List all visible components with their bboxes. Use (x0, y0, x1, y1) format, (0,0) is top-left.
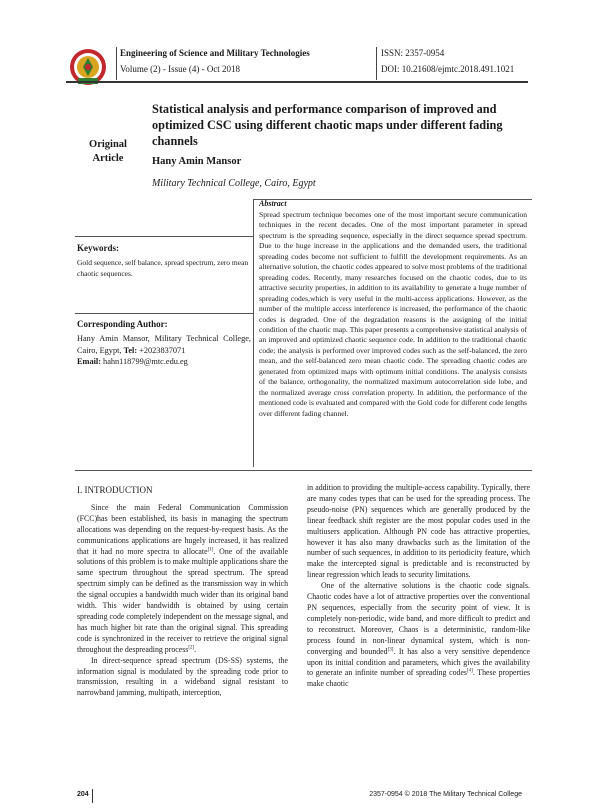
issn: ISSN: 2357-0954 (381, 48, 445, 58)
corresponding-rule (75, 313, 253, 314)
email-value[interactable]: hahn118799@mtc.edu.eg (103, 357, 188, 366)
body-column-left (77, 485, 288, 699)
footer-copyright: 2357-0954 © 2018 The Military Technical College (369, 791, 522, 798)
abstract-text: Spread spectrum technique becomes one of the most important secure communication techniques in the recent decades. One of the most important parameter in spread spectrum is the spreading sequence, especially in the direct sequence spread spectrum. Due to the huge increase in the applications and the demanded users, the traditional spreading codes become not sufficient to fulfill the development requirements. As an alternative solution, the chaotic codes appeared to solve most problems of the traditional spreading codes. Recently, many researches focused on the chaotic codes, due to its attractive security properties, in addition to its availability to generate a huge number of spreading codes,which is very useful in the multi-access applications. However, as the number of the multiple access interference is increased, the performance of the chaotic codes is degraded. One of the degradation reasons is the assigning of the initial condition of the chaotic map. This paper presents a comprehensive statistical analysis of an improved and optimized chaotic sequence code. In addition to the traditional chaotic code; the analysis is performed over improved codes such as the self-balanced, the zero mean, and the self-balanced zero mean chaotic code. The spreading chaotic codes are generated from optimized maps with optimum initial conditions. The analysis consists of the balance, orthogonality, the normalized maximum autocorrelation side lobe, and the normalized average cross correlation property. In addition, the performance of the mentioned code is evaluated and compared with the Gold code for different code lengths over different fading channel. (259, 210, 527, 418)
header-rule (66, 81, 528, 83)
journal-name: Engineering of Science and Military Technologies (120, 48, 310, 58)
tel-value: +2023837071 (139, 345, 186, 355)
keywords-text: Gold sequence, self balance, spread spectrum, zero mean chaotic sequences. (77, 258, 249, 278)
corresponding-heading: Corresponding Author: (77, 319, 168, 329)
abstract-heading: Abstract (259, 199, 287, 208)
corresponding-details (77, 333, 251, 368)
paragraph: In direct-sequence spread spectrum (DS-SS) systems, the information signal is modulated by the spreading code prior to transmission, resulting in a wideband signal resistant to narrowband jamming, multipath, interception, (77, 655, 288, 698)
citation[interactable]: [3] (387, 646, 394, 652)
citation[interactable]: [2] (188, 645, 195, 651)
journal-volume: Volume (2) - Issue (4) - Oct 2018 (120, 64, 241, 74)
doi[interactable]: DOI: 10.21608/ejmtc.2018.491.1021 (381, 64, 515, 74)
paragraph: Since the main Federal Communication Commission (FCC)has been established, its basis in managing the spectrum allocations was depending on the request-by-request basis. As the communications applications are hugely increased, it has realized that it had no more spectra to allocate[1]. One of the available solutions of this problem is to make multiple applications share the same spectrum throughout the spread spectrum. The spread spectrum simply can be defined as the transmission way in which the signal occupies a bandwidth much wider than its original band width. This wider bandwidth is obtained by using certain spreading code completely independent on the message signal, and has much higher bit rate than the original signal. This spreading code is synchronized in the receiver to retrieve the original signal throughout the despreading process[2]. (77, 502, 288, 654)
footer-divider (92, 789, 93, 803)
article-type: Original Article (89, 139, 127, 164)
paragraph: One of the alternative solutions is the chaotic code signals. Chaotic codes have a lot of attractive properties over the conventional PN sequences, especially from the security point of view. It is completely non-periodic, wide band, and more difficult to predict and to reconstruct. Moreover, Chaos is a deterministic, random-like process found in non-linear dynamical system, which is non-converging and bounded[3]. It has also a very sensitive dependence upon its initial condition and parameters, which gives the availability to generate an infinite number of spreading codes[4]. These properties make chaotic (307, 581, 530, 689)
corresponding-address: Hany Amin Mansor, Military Technical College, Cairo, Egypt, (77, 334, 251, 355)
header-divider (116, 47, 117, 80)
keywords-rule (75, 236, 253, 237)
section-heading: I. INTRODUCTION (77, 485, 153, 495)
keywords-heading: Keywords: (77, 243, 119, 253)
citation[interactable]: [4] (466, 668, 473, 674)
author-affiliation: Military Technical College, Cairo, Egypt (152, 178, 316, 189)
article-title: Statistical analysis and performance comparison of improved and optimized CSC using different chaotic maps under different fading channels (152, 102, 503, 148)
email-label: Email: (77, 357, 101, 366)
body-column-right (307, 483, 530, 690)
tel-label: Tel: (123, 345, 138, 355)
author-name: Hany Amin Mansor (152, 156, 242, 167)
page-number: 204 (77, 791, 89, 798)
paragraph: in addition to providing the multiple-access capability. Typically, there are many codes types that can be used for the spreading process. The pseudo-noise (PN) sequences which are generally produced by the linear feedback shift register are the most popular codes used in the multiusers application. Although PN code has attractive properties, however it has also many drawbacks such as the limitation of the number of such sequences, in addition to its periodicity feature, which make the intercepted signal is predictable and is reconstructed by linear regression which leads to security limitations. (307, 483, 530, 580)
citation[interactable]: [1] (207, 546, 214, 552)
header-divider (376, 47, 377, 80)
body-rule (75, 470, 532, 471)
